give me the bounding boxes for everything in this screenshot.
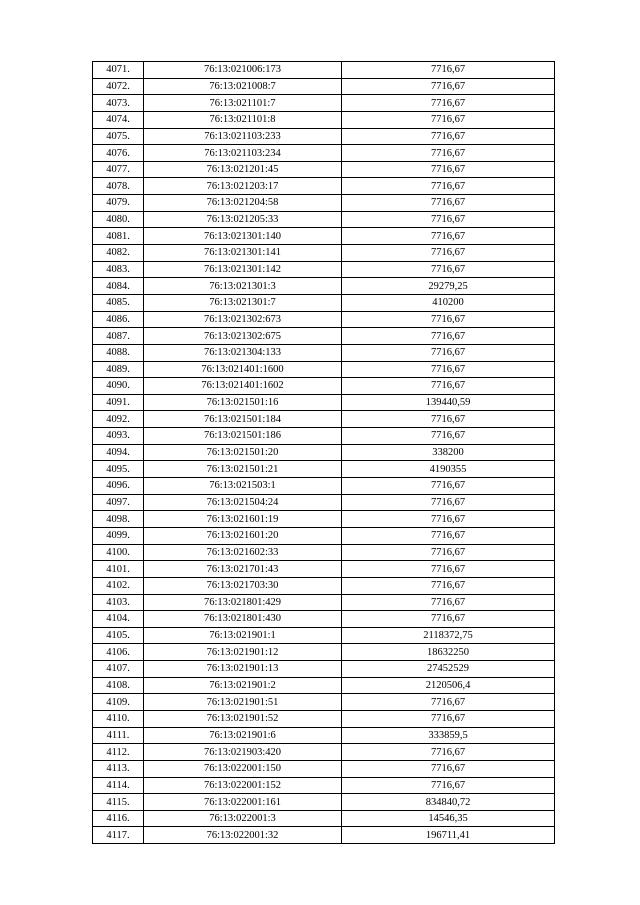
row-number-cell: 4072. <box>93 78 144 95</box>
table-row <box>93 245 555 262</box>
value-cell: 338200 <box>342 444 555 461</box>
table-row <box>93 344 555 361</box>
row-number-cell: 4074. <box>93 111 144 128</box>
value-cell: 333859,5 <box>342 727 555 744</box>
value-cell: 7716,67 <box>342 228 555 245</box>
cadastral-number-cell: 76:13:022001:161 <box>144 794 342 811</box>
row-number-cell: 4096. <box>93 478 144 495</box>
table-row <box>93 661 555 678</box>
value-cell: 834840,72 <box>342 794 555 811</box>
table-row <box>93 228 555 245</box>
row-number-cell: 4080. <box>93 211 144 228</box>
table-row <box>93 62 555 79</box>
table-row <box>93 211 555 228</box>
table-row <box>93 594 555 611</box>
value-cell: 7716,67 <box>342 694 555 711</box>
table-row <box>93 494 555 511</box>
row-number-cell: 4113. <box>93 760 144 777</box>
value-cell: 7716,67 <box>342 544 555 561</box>
value-cell: 7716,67 <box>342 744 555 761</box>
value-cell: 7716,67 <box>342 245 555 262</box>
cadastral-number-cell: 76:13:021103:234 <box>144 145 342 162</box>
value-cell: 7716,67 <box>342 527 555 544</box>
cadastral-number-cell: 76:13:021703:30 <box>144 577 342 594</box>
value-cell: 7716,67 <box>342 145 555 162</box>
value-cell: 18632250 <box>342 644 555 661</box>
cadastral-number-cell: 76:13:021801:430 <box>144 611 342 628</box>
value-cell: 7716,67 <box>342 95 555 112</box>
cadastral-number-cell: 76:13:021204:58 <box>144 195 342 212</box>
cadastral-number-cell: 76:13:022001:152 <box>144 777 342 794</box>
row-number-cell: 4099. <box>93 527 144 544</box>
value-cell: 7716,67 <box>342 577 555 594</box>
value-cell: 7716,67 <box>342 195 555 212</box>
table-row <box>93 727 555 744</box>
cadastral-number-cell: 76:13:022001:32 <box>144 827 342 844</box>
value-cell: 4190355 <box>342 461 555 478</box>
value-cell: 7716,67 <box>342 344 555 361</box>
table-row <box>93 760 555 777</box>
cadastral-number-cell: 76:13:021103:233 <box>144 128 342 145</box>
value-cell: 2120506,4 <box>342 677 555 694</box>
table-row <box>93 161 555 178</box>
row-number-cell: 4117. <box>93 827 144 844</box>
value-cell: 7716,67 <box>342 361 555 378</box>
cadastral-number-cell: 76:13:021301:3 <box>144 278 342 295</box>
cadastral-value-table <box>92 61 555 844</box>
table-row <box>93 428 555 445</box>
row-number-cell: 4109. <box>93 694 144 711</box>
table-row <box>93 810 555 827</box>
row-number-cell: 4086. <box>93 311 144 328</box>
row-number-cell: 4094. <box>93 444 144 461</box>
value-cell: 7716,67 <box>342 161 555 178</box>
value-cell: 7716,67 <box>342 494 555 511</box>
row-number-cell: 4084. <box>93 278 144 295</box>
value-cell: 7716,67 <box>342 411 555 428</box>
row-number-cell: 4071. <box>93 62 144 79</box>
table-row <box>93 444 555 461</box>
table-row <box>93 710 555 727</box>
cadastral-number-cell: 76:13:021602:33 <box>144 544 342 561</box>
table-row <box>93 694 555 711</box>
cadastral-number-cell: 76:13:021601:20 <box>144 527 342 544</box>
cadastral-number-cell: 76:13:021901:1 <box>144 627 342 644</box>
row-number-cell: 4102. <box>93 577 144 594</box>
cadastral-number-cell: 76:13:021301:140 <box>144 228 342 245</box>
table-row <box>93 178 555 195</box>
row-number-cell: 4079. <box>93 195 144 212</box>
cadastral-number-cell: 76:13:021901:2 <box>144 677 342 694</box>
row-number-cell: 4075. <box>93 128 144 145</box>
cadastral-number-cell: 76:13:021901:51 <box>144 694 342 711</box>
row-number-cell: 4090. <box>93 378 144 395</box>
table-row <box>93 527 555 544</box>
cadastral-number-cell: 76:13:021302:675 <box>144 328 342 345</box>
table-row <box>93 777 555 794</box>
row-number-cell: 4085. <box>93 294 144 311</box>
row-number-cell: 4077. <box>93 161 144 178</box>
row-number-cell: 4076. <box>93 145 144 162</box>
row-number-cell: 4098. <box>93 511 144 528</box>
cadastral-number-cell: 76:13:021301:141 <box>144 245 342 262</box>
table-row <box>93 511 555 528</box>
table-row <box>93 627 555 644</box>
row-number-cell: 4082. <box>93 245 144 262</box>
row-number-cell: 4078. <box>93 178 144 195</box>
table-row <box>93 278 555 295</box>
table-row <box>93 827 555 844</box>
row-number-cell: 4110. <box>93 710 144 727</box>
value-cell: 7716,67 <box>342 62 555 79</box>
cadastral-number-cell: 76:13:021301:7 <box>144 294 342 311</box>
value-cell: 27452529 <box>342 661 555 678</box>
cadastral-number-cell: 76:13:022001:150 <box>144 760 342 777</box>
value-cell: 7716,67 <box>342 760 555 777</box>
value-cell: 7716,67 <box>342 611 555 628</box>
value-cell: 29279,25 <box>342 278 555 295</box>
table-row <box>93 744 555 761</box>
row-number-cell: 4083. <box>93 261 144 278</box>
row-number-cell: 4103. <box>93 594 144 611</box>
cadastral-number-cell: 76:13:021205:33 <box>144 211 342 228</box>
row-number-cell: 4093. <box>93 428 144 445</box>
value-cell: 7716,67 <box>342 511 555 528</box>
value-cell: 7716,67 <box>342 478 555 495</box>
table-row <box>93 311 555 328</box>
value-cell: 7716,67 <box>342 561 555 578</box>
value-cell: 14546,35 <box>342 810 555 827</box>
cadastral-number-cell: 76:13:021801:429 <box>144 594 342 611</box>
cadastral-number-cell: 76:13:021008:7 <box>144 78 342 95</box>
row-number-cell: 4088. <box>93 344 144 361</box>
value-cell: 7716,67 <box>342 710 555 727</box>
table-row <box>93 95 555 112</box>
value-cell: 7716,67 <box>342 428 555 445</box>
cadastral-number-cell: 76:13:021006:173 <box>144 62 342 79</box>
value-cell: 7716,67 <box>342 111 555 128</box>
value-cell: 196711,41 <box>342 827 555 844</box>
value-cell: 7716,67 <box>342 311 555 328</box>
table-row <box>93 145 555 162</box>
row-number-cell: 4097. <box>93 494 144 511</box>
table-row <box>93 378 555 395</box>
cadastral-number-cell: 76:13:021501:20 <box>144 444 342 461</box>
cadastral-number-cell: 76:13:021101:8 <box>144 111 342 128</box>
value-cell: 7716,67 <box>342 78 555 95</box>
cadastral-number-cell: 76:13:021401:1602 <box>144 378 342 395</box>
cadastral-number-cell: 76:13:021301:142 <box>144 261 342 278</box>
row-number-cell: 4089. <box>93 361 144 378</box>
row-number-cell: 4095. <box>93 461 144 478</box>
cadastral-number-cell: 76:13:021203:17 <box>144 178 342 195</box>
table-row <box>93 478 555 495</box>
value-cell: 7716,67 <box>342 594 555 611</box>
table-row <box>93 328 555 345</box>
cadastral-number-cell: 76:13:021601:19 <box>144 511 342 528</box>
cadastral-number-cell: 76:13:021901:6 <box>144 727 342 744</box>
cadastral-number-cell: 76:13:021701:43 <box>144 561 342 578</box>
cadastral-number-cell: 76:13:021501:184 <box>144 411 342 428</box>
row-number-cell: 4111. <box>93 727 144 744</box>
cadastral-number-cell: 76:13:022001:3 <box>144 810 342 827</box>
value-cell: 7716,67 <box>342 178 555 195</box>
value-cell: 139440,59 <box>342 394 555 411</box>
value-cell: 7716,67 <box>342 378 555 395</box>
table-row <box>93 361 555 378</box>
row-number-cell: 4101. <box>93 561 144 578</box>
row-number-cell: 4105. <box>93 627 144 644</box>
row-number-cell: 4091. <box>93 394 144 411</box>
value-cell: 410200 <box>342 294 555 311</box>
value-cell: 7716,67 <box>342 777 555 794</box>
table-row <box>93 544 555 561</box>
value-cell: 7716,67 <box>342 128 555 145</box>
row-number-cell: 4106. <box>93 644 144 661</box>
table-row <box>93 394 555 411</box>
table-row <box>93 644 555 661</box>
row-number-cell: 4112. <box>93 744 144 761</box>
table-row <box>93 794 555 811</box>
row-number-cell: 4092. <box>93 411 144 428</box>
table-body <box>93 62 555 844</box>
cadastral-number-cell: 76:13:021901:13 <box>144 661 342 678</box>
cadastral-number-cell: 76:13:021201:45 <box>144 161 342 178</box>
cadastral-number-cell: 76:13:021503:1 <box>144 478 342 495</box>
row-number-cell: 4081. <box>93 228 144 245</box>
cadastral-number-cell: 76:13:021101:7 <box>144 95 342 112</box>
table-row <box>93 294 555 311</box>
cadastral-number-cell: 76:13:021901:12 <box>144 644 342 661</box>
cadastral-number-cell: 76:13:021903:420 <box>144 744 342 761</box>
row-number-cell: 4115. <box>93 794 144 811</box>
row-number-cell: 4107. <box>93 661 144 678</box>
table-row <box>93 561 555 578</box>
cadastral-number-cell: 76:13:021401:1600 <box>144 361 342 378</box>
cadastral-number-cell: 76:13:021901:52 <box>144 710 342 727</box>
table-row <box>93 411 555 428</box>
row-number-cell: 4108. <box>93 677 144 694</box>
table-row <box>93 461 555 478</box>
table-row <box>93 577 555 594</box>
row-number-cell: 4104. <box>93 611 144 628</box>
cadastral-number-cell: 76:13:021501:186 <box>144 428 342 445</box>
row-number-cell: 4087. <box>93 328 144 345</box>
row-number-cell: 4114. <box>93 777 144 794</box>
cadastral-number-cell: 76:13:021501:21 <box>144 461 342 478</box>
row-number-cell: 4100. <box>93 544 144 561</box>
value-cell: 7716,67 <box>342 211 555 228</box>
value-cell: 7716,67 <box>342 261 555 278</box>
row-number-cell: 4073. <box>93 95 144 112</box>
table-row <box>93 78 555 95</box>
table-row <box>93 195 555 212</box>
table-row <box>93 111 555 128</box>
table-row <box>93 261 555 278</box>
cadastral-number-cell: 76:13:021302:673 <box>144 311 342 328</box>
row-number-cell: 4116. <box>93 810 144 827</box>
cadastral-number-cell: 76:13:021504:24 <box>144 494 342 511</box>
value-cell: 7716,67 <box>342 328 555 345</box>
value-cell: 2118372,75 <box>342 627 555 644</box>
table-row <box>93 128 555 145</box>
table-row <box>93 611 555 628</box>
cadastral-number-cell: 76:13:021501:16 <box>144 394 342 411</box>
cadastral-number-cell: 76:13:021304:133 <box>144 344 342 361</box>
table-row <box>93 677 555 694</box>
